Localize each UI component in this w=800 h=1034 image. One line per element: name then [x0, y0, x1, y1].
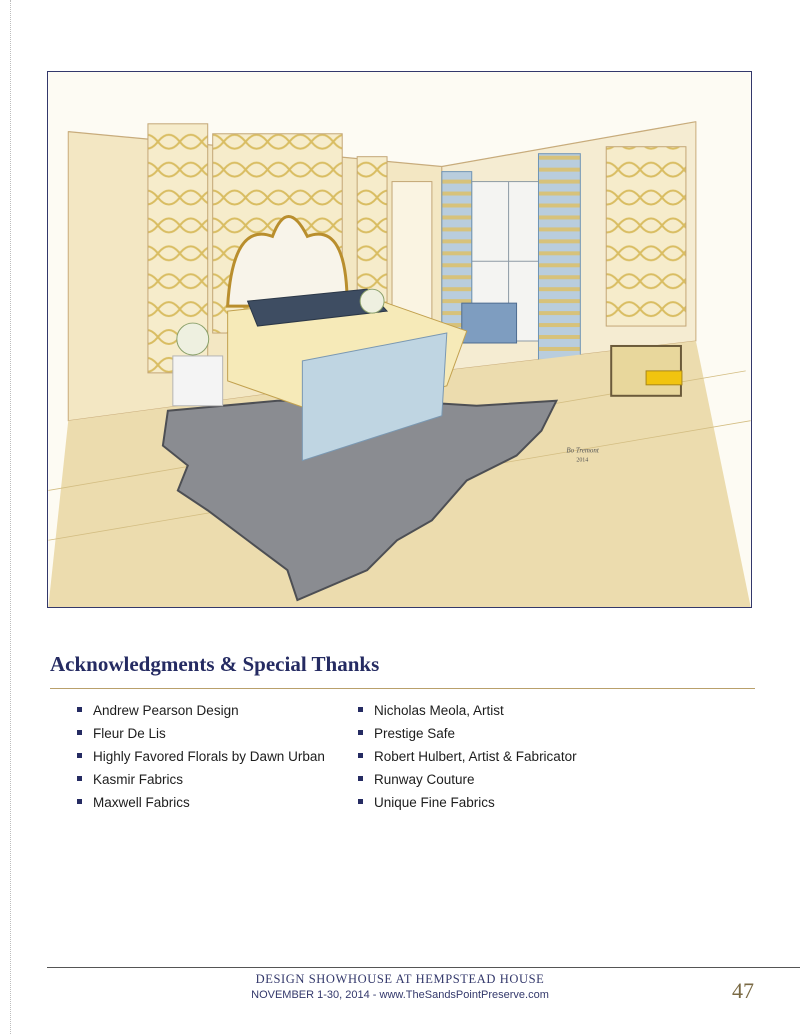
footer-title: DESIGN SHOWHOUSE AT HEMPSTEAD HOUSE — [255, 972, 545, 986]
list-item: Kasmir Fabrics — [77, 771, 325, 794]
list-item: Nicholas Meola, Artist — [358, 702, 577, 725]
page-number: 47 — [732, 978, 754, 1003]
list-item: Runway Couture — [358, 771, 577, 794]
list-item: Prestige Safe — [358, 725, 577, 748]
heading-divider — [50, 688, 755, 689]
list-item: Unique Fine Fabrics — [358, 794, 577, 817]
acknowledgments-heading: Acknowledgments & Special Thanks — [50, 652, 380, 676]
list-item: Maxwell Fabrics — [77, 794, 325, 817]
list-item: Fleur De Lis — [77, 725, 325, 748]
footer-divider — [47, 967, 800, 968]
list-item: Andrew Pearson Design — [77, 702, 325, 725]
bedroom-illustration — [48, 72, 751, 607]
svg-text:Bo Tremont: Bo Tremont — [566, 446, 599, 455]
acknowledgments-list-right — [358, 702, 577, 817]
illustration-frame — [47, 71, 752, 608]
list-item: Highly Favored Florals by Dawn Urban — [77, 748, 325, 771]
acknowledgments-list-left — [77, 702, 325, 817]
page-spine — [0, 0, 11, 1034]
footer-subtitle: NOVEMBER 1-30, 2014 - www.TheSandsPointPreserve.com — [251, 989, 549, 1001]
list-item: Robert Hulbert, Artist & Fabricator — [358, 748, 577, 771]
svg-text:2014: 2014 — [576, 457, 589, 464]
